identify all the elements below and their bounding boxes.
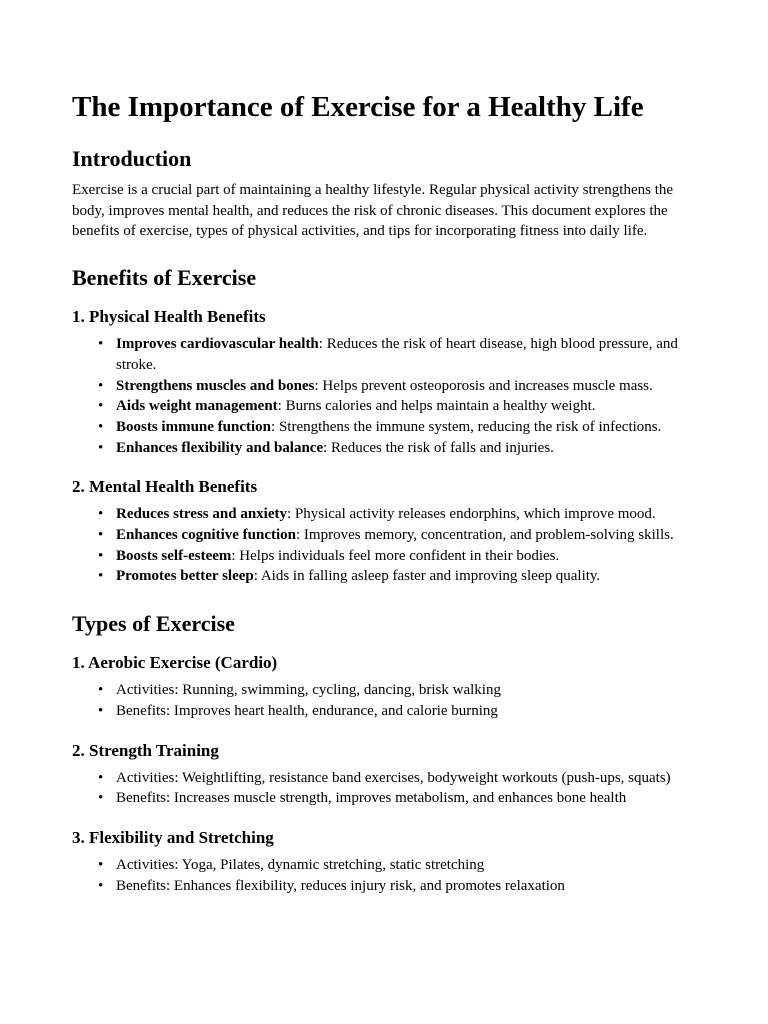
strength-list: [72, 768, 692, 809]
benefit-description: : Aids in falling asleep faster and improving sleep quality.: [253, 568, 601, 585]
benefit-description: : Helps prevent osteoporosis and increases muscle mass.: [314, 377, 653, 394]
types-heading: Types of Exercise: [72, 611, 235, 637]
benefit-description: : Reduces the risk of heart disease, high blood pressure, and stroke.: [116, 336, 678, 373]
list-item: • Benefits: Enhances flexibility, reduces injury risk, and promotes relaxation: [116, 876, 692, 897]
benefit-term: Reduces stress and anxiety: [116, 506, 287, 523]
list-item: [116, 376, 692, 397]
benefit-term: Enhances cognitive function: [116, 527, 297, 544]
flexibility-list: [72, 855, 692, 896]
benefit-description: : Improves memory, concentration, and problem-solving skills.: [296, 527, 674, 544]
flexibility-heading: 3. Flexibility and Stretching: [72, 827, 274, 847]
list-item: • Activities: Weightlifting, resistance band exercises, bodyweight workouts (push-ups, squats): [116, 768, 692, 789]
benefit-term: Promotes better sleep: [116, 568, 254, 585]
benefit-description: : Helps individuals feel more confident in their bodies.: [231, 547, 560, 564]
list-item: • Benefits: Improves heart health, endurance, and calorie burning: [116, 701, 692, 722]
intro-heading: Introduction: [72, 146, 192, 171]
aerobic-list: [72, 680, 692, 721]
mental-benefits-list: [72, 504, 692, 587]
benefit-term: Strengthens muscles and bones: [116, 377, 315, 394]
aerobic-heading: 1. Aerobic Exercise (Cardio): [72, 653, 278, 673]
document-title: The Importance of Exercise for a Healthy Life: [72, 91, 644, 123]
list-item: [116, 525, 692, 546]
benefit-description: : Physical activity releases endorphins, which improve mood.: [286, 506, 656, 523]
intro-paragraph: Exercise is a crucial part of maintaining a healthy lifestyle. Regular physical activity strengthens the body, improves mental health, and reduces the risk of chronic diseases. This document explores the benefits of exercise, types of physical activities, and tips for incorporating fitness into daily life.: [72, 182, 674, 240]
list-item: [116, 566, 692, 587]
benefit-description: : Reduces the risk of falls and injuries.: [323, 439, 554, 456]
list-item: • Activities: Running, swimming, cycling, dancing, brisk walking: [116, 680, 692, 701]
list-item: [116, 438, 692, 459]
benefit-term: Improves cardiovascular health: [116, 336, 319, 353]
physical-benefits-list: [72, 334, 692, 458]
benefit-description: : Burns calories and helps maintain a healthy weight.: [277, 398, 596, 415]
benefit-term: Boosts immune function: [116, 418, 272, 435]
benefit-description: : Strengthens the immune system, reducing the risk of infections.: [271, 418, 662, 435]
document-body: [72, 146, 692, 896]
list-item: [116, 417, 692, 438]
list-item: • Benefits: Increases muscle strength, improves metabolism, and enhances bone health: [116, 788, 692, 809]
mental-benefits-heading: 2. Mental Health Benefits: [72, 477, 258, 497]
list-item: [116, 504, 692, 525]
list-item: [116, 546, 692, 567]
benefits-heading: Benefits of Exercise: [72, 265, 257, 291]
physical-benefits-heading: 1. Physical Health Benefits: [72, 307, 266, 327]
list-item: [116, 396, 692, 417]
strength-heading: 2. Strength Training: [72, 740, 219, 760]
benefit-term: Enhances flexibility and balance: [116, 439, 324, 456]
benefit-term: Aids weight management: [116, 398, 278, 415]
list-item: • Activities: Yoga, Pilates, dynamic stretching, static stretching: [116, 855, 692, 876]
list-item: [116, 334, 692, 375]
benefit-term: Boosts self-esteem: [116, 547, 232, 564]
